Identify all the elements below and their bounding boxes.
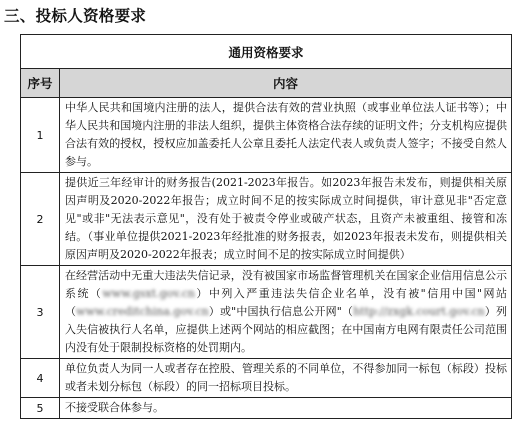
qualification-table [20, 34, 512, 419]
row-text-part: ）列入失信被执行人名单，应提供上述两个网站的相应截图；在中国南方电网有限责任公司范围内没有处于限制投标资格的处罚期内。 [65, 305, 508, 354]
table-caption: 通用资格要求 [21, 35, 512, 69]
row-text-part: ）中列入严重违法失信企业名单，没有被"信用中国"网站（ [65, 287, 508, 318]
row-index: 4 [21, 359, 60, 398]
table-row [21, 398, 512, 419]
section-title: 三、投标人资格要求 [4, 7, 147, 25]
row-text-part: ）或"中国执行信息公开网"（ [208, 305, 354, 318]
row-index: 5 [21, 398, 60, 419]
table-row [21, 173, 512, 266]
zxgk-url-link[interactable]: http://zxgk.court.gov.cn [353, 305, 485, 318]
row-content: 提供近三年经审计的财务报告(2021-2023年报告。如2023年报告未发布，则提供相关原因声明及2020-2022年报告；成立时间不足的按实际成立时间提供，审计意见非"否定意见"或非"无法表示意见"，没有处于被责令停业或破产状态，且资产未被重组、接管和冻结。（事业单位提供2021-2023年经批准的财务报表，如2023年报表未发布，则提供相关原因声明及2020-2022年报表；成立时间不足的按实际成立时间提供） [60, 173, 512, 266]
row-content: 不接受联合体参与。 [60, 398, 512, 419]
row-content: 中华人民共和国境内注册的法人，提供合法有效的营业执照（或事业单位法人证书等）；中华人民共和国境内注册的非法人组织，提供主体资格合法存续的证明文件；分支机构应提供合法有效的授权，授权应加盖委托人公章且委托人法定代表人或负责人签字；不接受自然人参与。 [60, 98, 512, 173]
row-text-part: 在经营活动中无重大违法失信记录，没有被国家市场监督管理机关在国家企业信用信息公示系统（ [65, 269, 508, 300]
table-row [21, 266, 512, 359]
table-row [21, 98, 512, 173]
column-header-content: 内容 [60, 69, 512, 98]
creditchina-url-link[interactable]: www.creditchina.gov.cn [76, 305, 209, 318]
row-content: 单位负责人为同一人或者存在控股、管理关系的不同单位，不得参加同一标包（标段）投标或者未划分标包（标段）的同一招标项目投标。 [60, 359, 512, 398]
table-header-row [21, 69, 512, 98]
row-content [60, 266, 512, 359]
column-header-index: 序号 [21, 69, 60, 98]
gsxt-url-link[interactable]: www.gsxt.gov.cn [102, 287, 195, 300]
row-index: 1 [21, 98, 60, 173]
row-index: 2 [21, 173, 60, 266]
row-index: 3 [21, 266, 60, 359]
table-row [21, 359, 512, 398]
